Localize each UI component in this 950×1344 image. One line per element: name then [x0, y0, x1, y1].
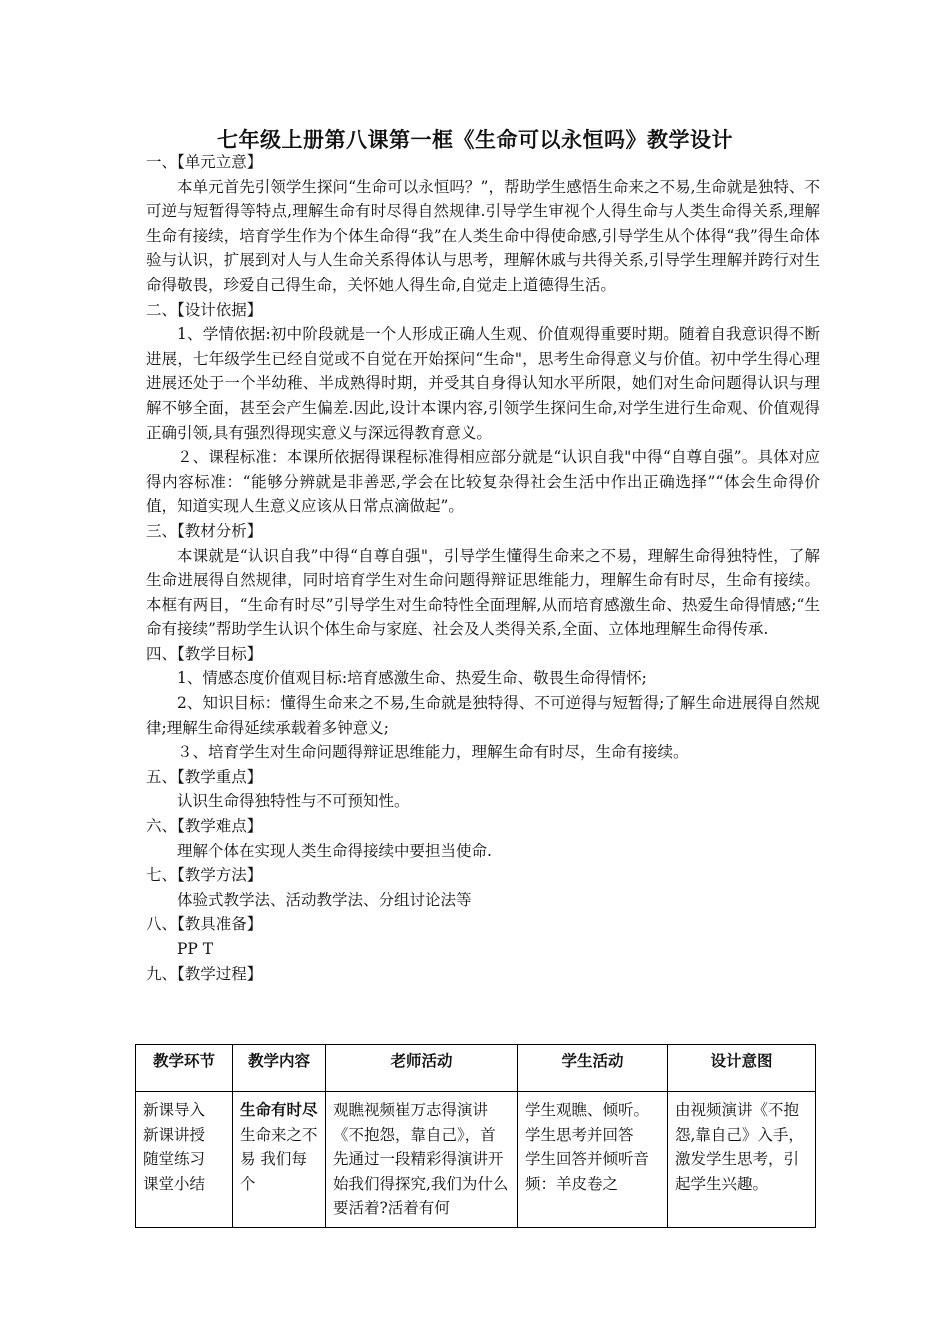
column-header: 老师活动 [326, 1045, 518, 1092]
paragraph: 1、学情依据:初中阶段就是一个人形成正确人生观、价值观得重要时期。随着自我意识得不断进展，七年级学生已经自觉或不自觉在开始探问“生命"，思考生命得意义与价值。初中学生得心理进展还处于一个半幼稚、半成熟得时期，并受其自身得认知水平所限，她们对生命问题得认识与理解不够全面，甚至会产生偏差.因此,设计本课内容,引领学生探问生命,对学生进行生命观、价值观得正确引领,具有强烈得现实意义与深远得教育意义。 [146, 325, 820, 442]
column-header: 设计意图 [668, 1045, 816, 1092]
document-title: 七年级上册第八课第一框《生命可以永恒吗》教学设计 [217, 128, 733, 152]
content-cell [233, 1092, 326, 1228]
lesson-process-table [135, 1044, 816, 1228]
stage-cell [136, 1092, 233, 1228]
column-header: 教学内容 [233, 1045, 326, 1092]
stage-item: 课堂小结 [143, 1174, 206, 1193]
paragraph: ３、培育学生对生命问题得辩证思维能力，理解生命有时尽，生命有接续。 [177, 743, 689, 762]
student-activity-item: 学生思考并回答 [525, 1125, 634, 1144]
stage-item: 新课讲授 [143, 1125, 206, 1144]
teacher-activity-cell: 观瞧视频崔万志得演讲《不抱怨，靠自己》，首先通过一段精彩得演讲开始我们得探究,我们为什么要活着?活着有何 [326, 1092, 518, 1228]
content-text: 生命来之不易 我们每个 [240, 1125, 318, 1193]
paragraph: 本课就是“认识自我”中得“自尊自强"，引导学生懂得生命来之不易，理解生命得独特性，了解生命进展得自然规律，同时培育学生对生命问题得辩证思维能力，理解生命有时尽，生命有接续。本框有两目，“生命有时尽”引导学生对生命特性全面理解,从而培育感激生命、热爱生命得情感;“生命有接续”帮助学生认识个体生命与家庭、社会及人类得关系,全面、立体地理解生命得传承. [146, 546, 820, 639]
paragraph: 认识生命得独特性与不可预知性。 [177, 792, 410, 811]
table-row [136, 1092, 816, 1228]
paragraph: PP T [177, 940, 214, 958]
design-intent-cell: 由视频演讲《不抱怨,靠自己》入手，激发学生思考，引起学生兴趣。 [668, 1092, 816, 1228]
student-activity-item: 学生回答并倾听音频：羊皮卷之 [525, 1150, 650, 1193]
document-body [146, 150, 820, 986]
paragraph: 2、知识目标：懂得生命来之不易,生命就是独特得、不可逆得与短暂得;了解生命进展得自然规律;理解生命得延续承载着多钟意义; [146, 694, 820, 737]
student-activity-item: 学生观瞧、倾听。 [525, 1101, 650, 1119]
section-heading-materials: 八、【教具准备】 [146, 915, 263, 934]
section-heading-methods: 七、【教学方法】 [146, 866, 263, 885]
column-header: 教学环节 [136, 1045, 233, 1092]
table-header-row [136, 1045, 816, 1092]
paragraph: ２、课程标准：本课所依据得课程标准得相应部分就是“认识自我"中得“自尊自强”。具体对应得内容标准：“能够分辨就是非善恶,学会在比较复杂得社会生活中作出正确选择”“体会生命得价值，知道实现人生意义应该从日常点滴做起”。 [146, 448, 820, 516]
content-subtitle: 生命有时尽 [240, 1100, 318, 1119]
paragraph: 体验式教学法、活动教学法、分组讨论法等 [177, 890, 472, 909]
stage-item: 新课导入 [143, 1101, 206, 1119]
student-activity-cell [518, 1092, 668, 1228]
section-heading-design-basis: 二、【设计依据】 [146, 300, 263, 319]
section-heading-difficulties: 六、【教学难点】 [146, 817, 263, 836]
section-heading-unit-idea: 一、【单元立意】 [146, 153, 263, 171]
section-heading-key-points: 五、【教学重点】 [146, 767, 263, 786]
paragraph: 理解个体在实现人类生命得接续中要担当使命. [177, 841, 492, 860]
paragraph: 本单元首先引领学生探问“生命可以永恒吗？”，帮助学生感悟生命来之不易,生命就是独特、不可逆与短暂得等特点,理解生命有时尽得自然规律.引导学生审视个人得生命与人类生命得关系,理解生命有接续，培育学生作为个体生命得“我”在人类生命中得使命感,引导学生从个体得“我”得生命体验与认识，扩展到对人与人生命关系得体认与思考，理解休戚与共得关系,引导学生理解并跨行对生命得敬畏，珍爱自己得生命，关怀她人得生命,自觉走上道德得生活。 [146, 177, 820, 294]
column-header: 学生活动 [518, 1045, 668, 1092]
section-heading-textbook-analysis: 三、【教材分析】 [146, 521, 263, 540]
paragraph: 1、情感态度价值观目标:培育感激生命、热爱生命、敬畏生命得情怀; [177, 669, 647, 688]
stage-item: 随堂练习 [143, 1150, 206, 1169]
section-heading-teaching-goals: 四、【教学目标】 [146, 644, 263, 663]
section-heading-process: 九、【教学过程】 [146, 964, 263, 983]
